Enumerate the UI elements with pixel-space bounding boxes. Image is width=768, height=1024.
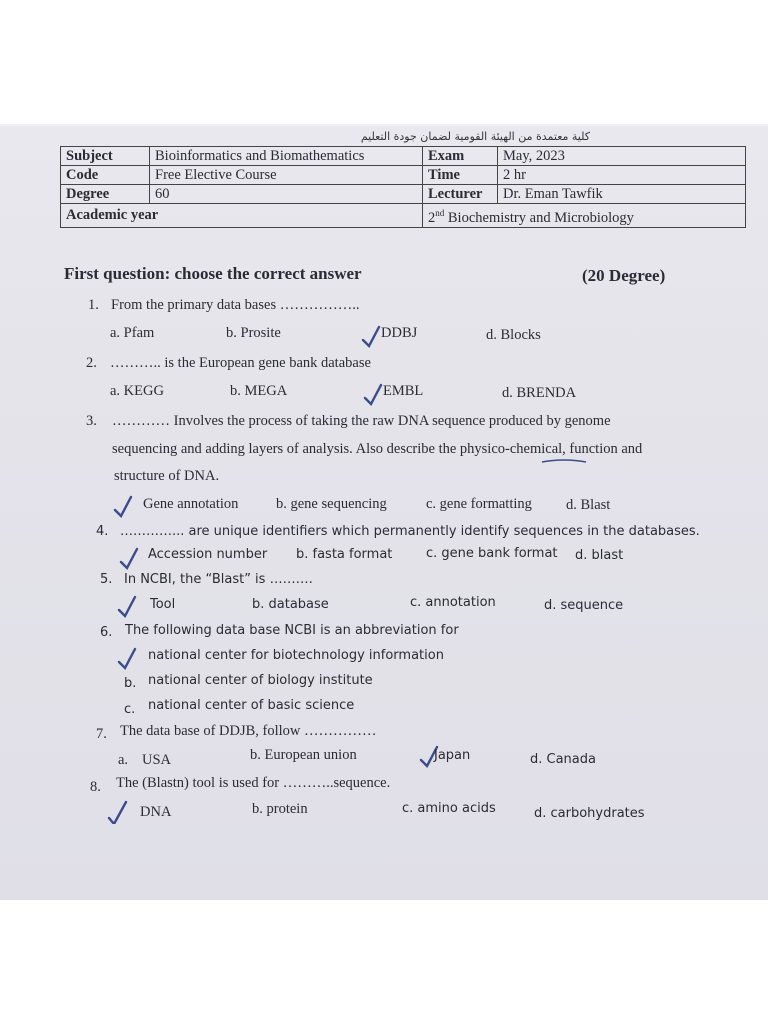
- q7-option-a-letter: a.: [118, 752, 129, 768]
- arabic-header: كلية معتمدة من الهيئة القومية لضمان جودة التعليم: [360, 130, 590, 143]
- q6-option-b: national center of biology institute: [148, 673, 373, 688]
- q4-stem: …………... are unique identifiers which permanently identify sequences in the databases.: [120, 524, 700, 539]
- degree-label: Degree: [61, 185, 150, 204]
- q3-stem-line-2: sequencing and adding layers of analysis. Also describe the physico-chemical, function and: [112, 441, 643, 457]
- q5-option-d: d. sequence: [544, 598, 624, 613]
- q5-tick-mark-icon: [116, 594, 140, 618]
- subject-value: Bioinformatics and Biomathematics: [150, 147, 423, 166]
- q8-stem: The (Blastn) tool is used for ………..sequence.: [116, 775, 391, 791]
- exam-label: Exam: [423, 147, 498, 166]
- q1-option-a: a. Pfam: [110, 325, 155, 341]
- q8-tick-mark-icon: [106, 800, 130, 824]
- q1-option-c: DDBJ: [381, 325, 418, 341]
- time-value: 2 hr: [498, 166, 746, 185]
- class-name: Biochemistry and Microbiology: [444, 209, 634, 226]
- q6-option-b-letter: b.: [124, 676, 137, 691]
- q2-option-c: EMBL: [383, 383, 424, 399]
- q5-option-a: Tool: [150, 597, 176, 612]
- q1-stem: From the primary data bases ……………..: [111, 297, 360, 313]
- time-label: Time: [423, 166, 498, 185]
- exam-paper: [0, 124, 768, 900]
- q7-option-a: USA: [142, 752, 172, 768]
- q8-option-d: d. carbohydrates: [534, 806, 645, 821]
- question-title: First question: choose the correct answer: [64, 264, 362, 283]
- q4-option-a: Accession number: [148, 547, 268, 562]
- q6-tick-mark-icon: [116, 646, 140, 670]
- q1-option-b: b. Prosite: [226, 325, 281, 341]
- q4-option-d: d. blast: [575, 548, 624, 563]
- q3-tick-mark-icon: [112, 494, 136, 518]
- q7-number: 7.: [96, 726, 107, 742]
- q7-option-d: d. Canada: [530, 752, 596, 767]
- q2-option-d: d. BRENDA: [502, 385, 577, 401]
- underline-squiggle-icon: [540, 457, 588, 465]
- q8-number: 8.: [90, 779, 101, 795]
- q7-option-c: Japan: [434, 748, 471, 763]
- q1-option-d: d. Blocks: [486, 327, 541, 343]
- question-degree: (20 Degree): [582, 266, 666, 285]
- q7-option-b: b. European union: [250, 747, 357, 763]
- q2-option-a: a. KEGG: [110, 383, 164, 399]
- q4-tick-mark-icon: [118, 546, 142, 570]
- q3-stem-line-1: ………… Involves the process of taking the raw DNA sequence produced by genome: [112, 413, 611, 429]
- lecturer-value: Dr. Eman Tawfik: [498, 185, 746, 204]
- code-label: Code: [61, 166, 150, 185]
- exam-info-table: [60, 146, 746, 228]
- q3-option-a: Gene annotation: [143, 496, 239, 512]
- q6-option-a: national center for biotechnology information: [148, 648, 444, 663]
- q6-option-c: national center of basic science: [148, 698, 355, 713]
- academic-year-value: [423, 204, 746, 228]
- exam-value: May, 2023: [498, 147, 746, 166]
- q2-number: 2.: [86, 355, 97, 371]
- academic-year-label: Academic year: [61, 204, 423, 228]
- q5-option-c: c. annotation: [410, 595, 496, 610]
- q3-option-c: c. gene formatting: [426, 496, 532, 512]
- q4-option-b: b. fasta format: [296, 547, 393, 562]
- q8-option-a: DNA: [140, 804, 172, 820]
- q6-number: 6.: [100, 625, 113, 640]
- q1-number: 1.: [88, 297, 99, 313]
- code-value: Free Elective Course: [150, 166, 423, 185]
- q3-option-d: d. Blast: [566, 497, 611, 513]
- q2-stem: ……….. is the European gene bank database: [110, 355, 371, 371]
- q3-number: 3.: [86, 413, 97, 429]
- q4-option-c: c. gene bank format: [426, 546, 558, 561]
- q3-stem-line-3: structure of DNA.: [114, 468, 220, 484]
- q4-number: 4.: [96, 524, 109, 539]
- q3-option-b: b. gene sequencing: [276, 496, 387, 512]
- q6-option-c-letter: c.: [124, 702, 136, 717]
- q5-stem: In NCBI, the “Blast” is ……….: [124, 572, 313, 587]
- q8-option-c: c. amino acids: [402, 801, 496, 816]
- q7-stem: The data base of DDJB, follow ……………: [120, 723, 377, 739]
- q5-option-b: b. database: [252, 597, 329, 612]
- subject-label: Subject: [61, 147, 150, 166]
- degree-value: 60: [150, 185, 423, 204]
- lecturer-label: Lecturer: [423, 185, 498, 204]
- class-superscript: nd: [435, 208, 445, 218]
- q2-option-b: b. MEGA: [230, 383, 288, 399]
- class-number: 2: [428, 209, 436, 226]
- paper-edge: [0, 124, 768, 126]
- q5-number: 5.: [100, 572, 113, 587]
- q8-option-b: b. protein: [252, 801, 308, 817]
- q6-stem: The following data base NCBI is an abbreviation for: [125, 623, 459, 638]
